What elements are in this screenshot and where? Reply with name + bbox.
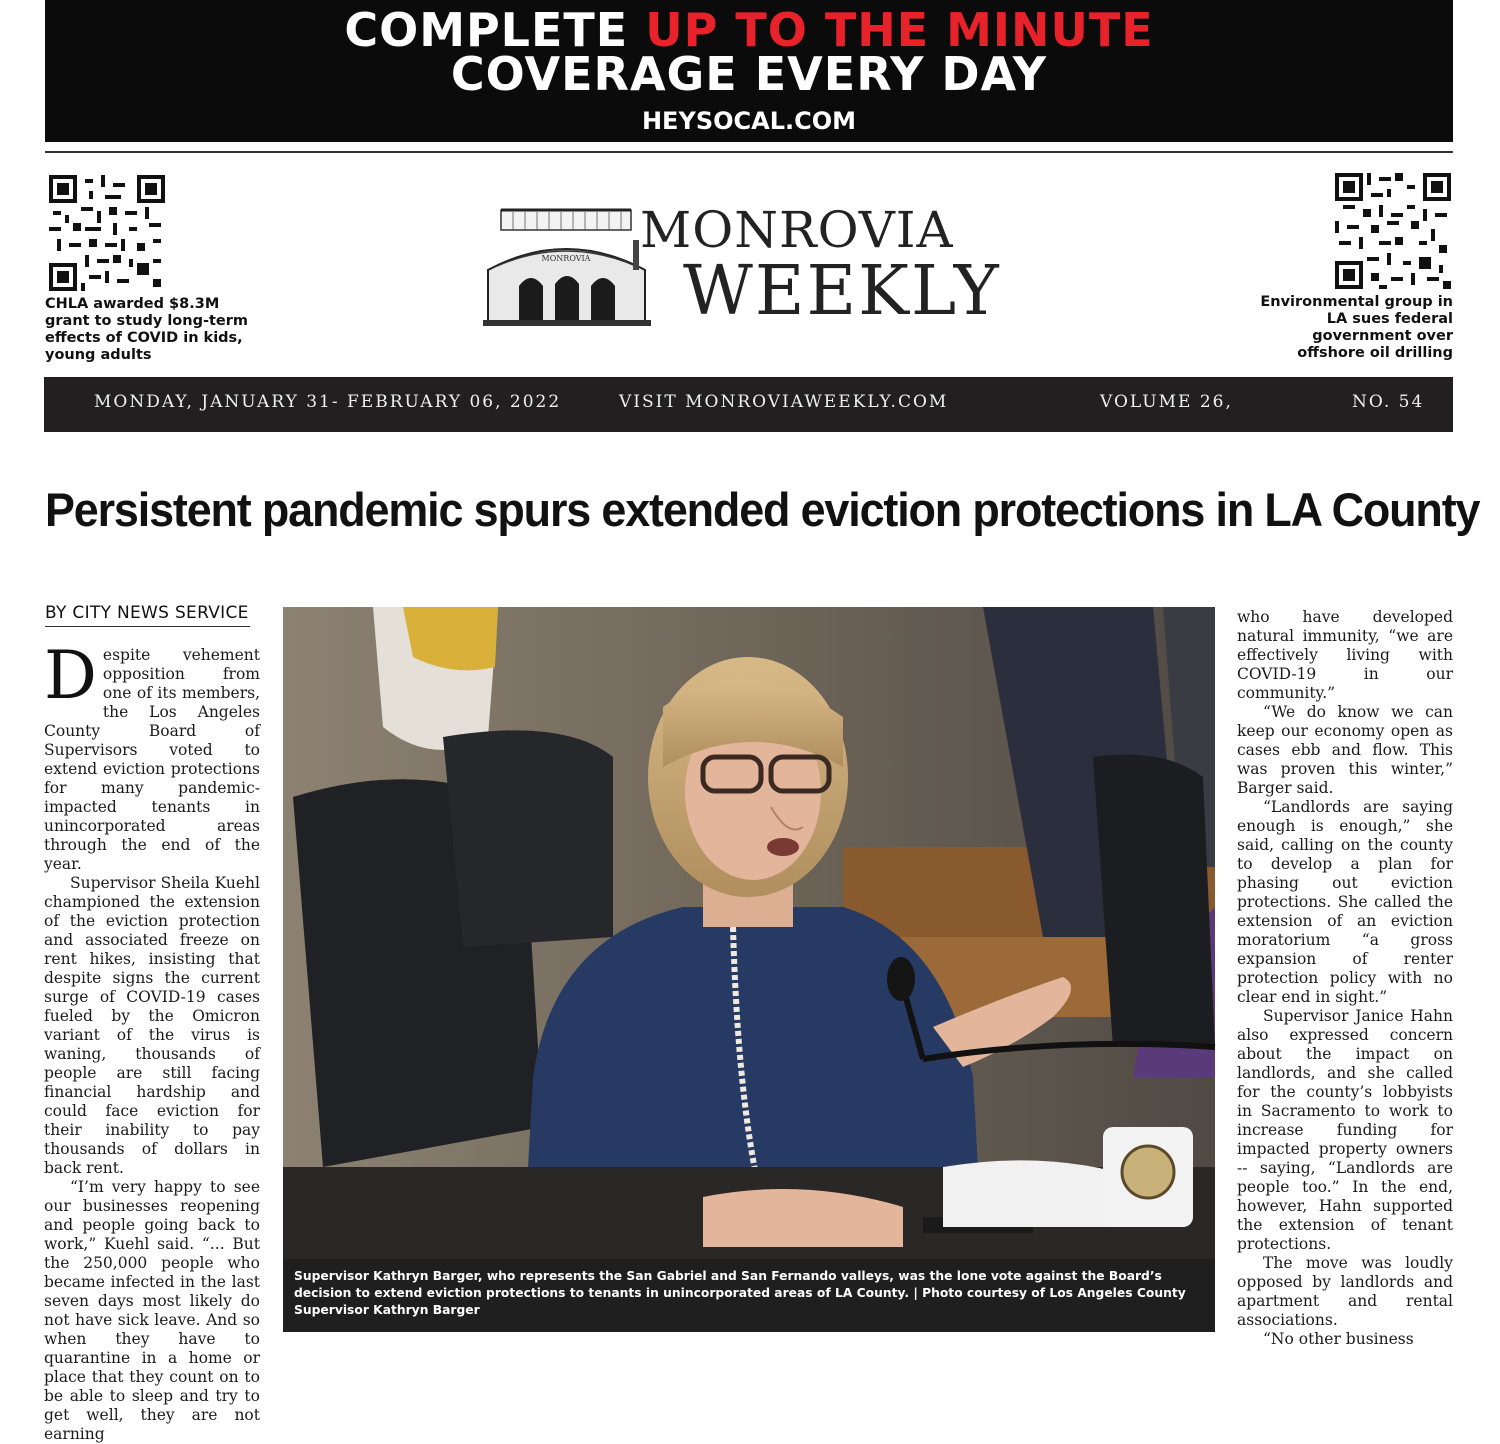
- article-column-right: [1237, 608, 1453, 1348]
- issue-number: NO. 54: [1352, 392, 1425, 412]
- ad-headline-line2: COVERAGE EVERY DAY: [450, 47, 1048, 101]
- building-sign-text: MONROVIA: [541, 254, 591, 263]
- paragraph: The move was loudly opposed by landlords and apartment and rental associations.: [1237, 1254, 1453, 1329]
- photo-caption: Supervisor Kathryn Barger, who represents the San Gabriel and San Fernando valleys, was the lone vote against the Board’s decision to extend eviction protections to tenants in unincorporated areas of LA County. | Photo courtesy of Los Angeles County Supervisor Kathryn Barger: [283, 1259, 1215, 1332]
- article-headline: Persistent pandemic spurs extended eviction protections in LA County: [45, 483, 1480, 536]
- paragraph: who have developed natural immunity, “we are effectively living with COVID-19 in our community.”: [1237, 608, 1453, 702]
- article-byline: BY CITY NEWS SERVICE: [45, 603, 250, 627]
- masthead-logo[interactable]: [483, 200, 1001, 331]
- paragraph: Despite vehement opposition from one of its members, the Los Angeles County Board of Supervisors voted to extend eviction protections for many pandemic-impacted tenants in unincorporated areas through the end of the year.: [44, 637, 260, 873]
- issue-date: MONDAY, JANUARY 31- FEBRUARY 06, 2022: [94, 392, 562, 412]
- paragraph: Supervisor Janice Hahn also expressed concern about the impact on landlords, and she called for the county’s lobbyists in Sacramento to work to increase funding for impacted property owners -- saying, “Landlords are people too.” In the end, however, Hahn supported the extension of tenant protections.: [1237, 1007, 1453, 1253]
- ad-site-link[interactable]: HEYSOCAL.COM: [641, 107, 857, 135]
- paragraph: “I’m very happy to see our businesses reopening and people going back to work,” Kuehl said. “... But the 250,000 people who became infected in the last seven days most likely do not have sick leave. And so when they have to quarantine in a home or place that they count on to be able to sleep and try to get well, they are not earning: [44, 1178, 260, 1443]
- qr-code-left[interactable]: [49, 175, 165, 291]
- masthead-title-monrovia: MONROVIA: [640, 201, 954, 259]
- masthead-title-weekly: WEEKLY: [683, 252, 1001, 331]
- teaser-oil-drilling[interactable]: Environmental group in LA sues federal government over offshore oil drilling: [1260, 294, 1453, 361]
- drop-cap: D: [44, 637, 97, 714]
- paragraph: “No other business: [1263, 1330, 1414, 1348]
- header-rule: [45, 151, 1453, 153]
- paragraph: Supervisor Sheila Kuehl championed the extension of the eviction protection and associated freeze on rent hikes, insisting that despite signs the current surge of COVID-19 cases fueled by the Omicron variant of the virus is waning, thousands of people are still facing financial hardship and could face eviction for their inability to pay thousands of dollars in back rent.: [44, 874, 260, 1177]
- supervisor-photo-illustration: [283, 607, 1215, 1259]
- banner-ad[interactable]: [45, 0, 1453, 142]
- article-column-left: [44, 637, 260, 1443]
- ad-highlight-text: UP TO THE MINUTE: [645, 3, 1154, 57]
- ad-headline-line1: COMPLETE UP TO THE MINUTE: [344, 3, 1154, 57]
- issue-info-bar: [44, 377, 1453, 432]
- qr-code-right[interactable]: [1335, 173, 1451, 289]
- issue-volume: VOLUME 26,: [1100, 392, 1233, 412]
- paragraph: “We do know we can keep our economy open as cases ebb and flow. This was proven this winter,” Barger said.: [1237, 703, 1453, 797]
- article-photo[interactable]: [283, 607, 1215, 1259]
- paragraph: “Landlords are saying enough is enough,” she said, calling on the county to develop a plan for phasing out eviction protections. She called the extension of an eviction moratorium “a gross expansion of renter protection policy with no clear end in sight.”: [1237, 798, 1453, 1006]
- website-link[interactable]: VISIT MONROVIAWEEKLY.COM: [619, 392, 949, 412]
- teaser-chla-grant[interactable]: CHLA awarded $8.3M grant to study long-term effects of COVID in kids, young adults: [45, 296, 248, 363]
